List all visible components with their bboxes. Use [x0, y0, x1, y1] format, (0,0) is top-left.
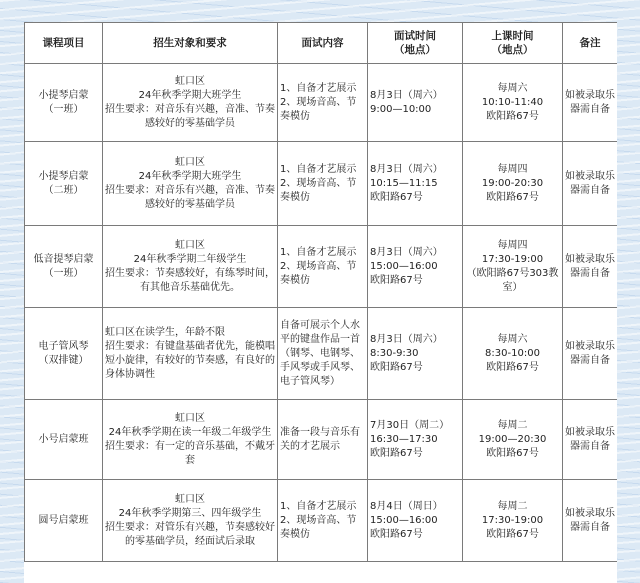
- course-cell: 低音提琴启蒙 （一班）: [25, 226, 103, 308]
- interview-time-cell: 8月3日（周六） 15:00—16:00 欧阳路67号: [368, 226, 463, 308]
- class-time-cell: 每周六 10:10-11:40 欧阳路67号: [463, 64, 563, 142]
- enrollment-table: [24, 22, 617, 562]
- interview-cell: 1、自备才艺展示 2、现场音高、节奏模仿: [278, 142, 368, 226]
- course-cell: 小号启蒙班: [25, 400, 103, 480]
- interview-cell: 1、自备才艺展示 2、现场音高、节奏模仿: [278, 480, 368, 562]
- interview-time-cell: 7月30日（周二） 16:30—17:30 欧阳路67号: [368, 400, 463, 480]
- note-cell: 如被录取乐器需自备: [563, 400, 618, 480]
- target-cell: 虹口区 24年秋季学期第三、四年级学生 招生要求：对管乐有兴趣，节奏感较好的零基础学员，经面试后录取: [103, 480, 278, 562]
- class-time-cell: 每周四 19:00-20:30 欧阳路67号: [463, 142, 563, 226]
- header-target: 招生对象和要求: [103, 23, 278, 64]
- table-row: [25, 64, 618, 142]
- header-row: [25, 23, 618, 64]
- interview-time-cell: 8月4日（周日） 15:00—16:00 欧阳路67号: [368, 480, 463, 562]
- page: [24, 22, 617, 583]
- course-cell: 小提琴启蒙 （二班）: [25, 142, 103, 226]
- interview-time-cell: 8月3日（周六） 8:30-9:30 欧阳路67号: [368, 308, 463, 400]
- course-cell: 电子管风琴 （双排键）: [25, 308, 103, 400]
- interview-cell: 1、自备才艺展示 2、现场音高、节奏模仿: [278, 226, 368, 308]
- header-course: 课程项目: [25, 23, 103, 64]
- target-cell: 虹口区 24年秋季学期二年级学生 招生要求：节奏感较好，有练琴时间，有其他音乐基础优先。: [103, 226, 278, 308]
- note-cell: 如被录取乐器需自备: [563, 64, 618, 142]
- header-note: 备注: [563, 23, 618, 64]
- table-row: [25, 480, 618, 562]
- target-cell: 虹口区 24年秋季学期大班学生 招生要求：对音乐有兴趣，音准、节奏感较好的零基础学员: [103, 64, 278, 142]
- course-cell: 圆号启蒙班: [25, 480, 103, 562]
- class-time-cell: 每周六 8:30-10:00 欧阳路67号: [463, 308, 563, 400]
- interview-time-cell: 8月3日（周六） 9:00—10:00: [368, 64, 463, 142]
- class-time-cell: 每周二 19:00—20:30 欧阳路67号: [463, 400, 563, 480]
- table-row: [25, 400, 618, 480]
- note-cell: 如被录取乐器需自备: [563, 226, 618, 308]
- note-cell: 如被录取乐器需自备: [563, 480, 618, 562]
- interview-cell: 1、自备才艺展示 2、现场音高、节奏模仿: [278, 64, 368, 142]
- class-time-cell: 每周二 17:30-19:00 欧阳路67号: [463, 480, 563, 562]
- class-time-cell: 每周四 17:30-19:00 （欧阳路67号303教室）: [463, 226, 563, 308]
- header-class-time: 上课时间 （地点）: [463, 23, 563, 64]
- header-interview: 面试内容: [278, 23, 368, 64]
- interview-cell: 准备一段与音乐有关的才艺展示: [278, 400, 368, 480]
- target-cell: 虹口区 24年秋季学期在读一年级二年级学生 招生要求：有一定的音乐基础，不戴牙套: [103, 400, 278, 480]
- note-cell: 如被录取乐器需自备: [563, 308, 618, 400]
- course-cell: 小提琴启蒙 （一班）: [25, 64, 103, 142]
- header-interview-time: 面试时间 （地点）: [368, 23, 463, 64]
- table-row: [25, 308, 618, 400]
- interview-time-cell: 8月3日（周六） 10:15—11:15 欧阳路67号: [368, 142, 463, 226]
- table-row: [25, 142, 618, 226]
- target-cell: 虹口区 24年秋季学期大班学生 招生要求：对音乐有兴趣，音准、节奏感较好的零基础学员: [103, 142, 278, 226]
- target-cell: 虹口区在读学生，年龄不限 招生要求：有键盘基础者优先，能模唱短小旋律，有较好的节奏感，有良好的身体协调性: [103, 308, 278, 400]
- interview-cell: 自备可展示个人水平的键盘作品一首（钢琴、电钢琴、手风琴或手风琴、电子管风琴）: [278, 308, 368, 400]
- note-cell: 如被录取乐器需自备: [563, 142, 618, 226]
- table-row: [25, 226, 618, 308]
